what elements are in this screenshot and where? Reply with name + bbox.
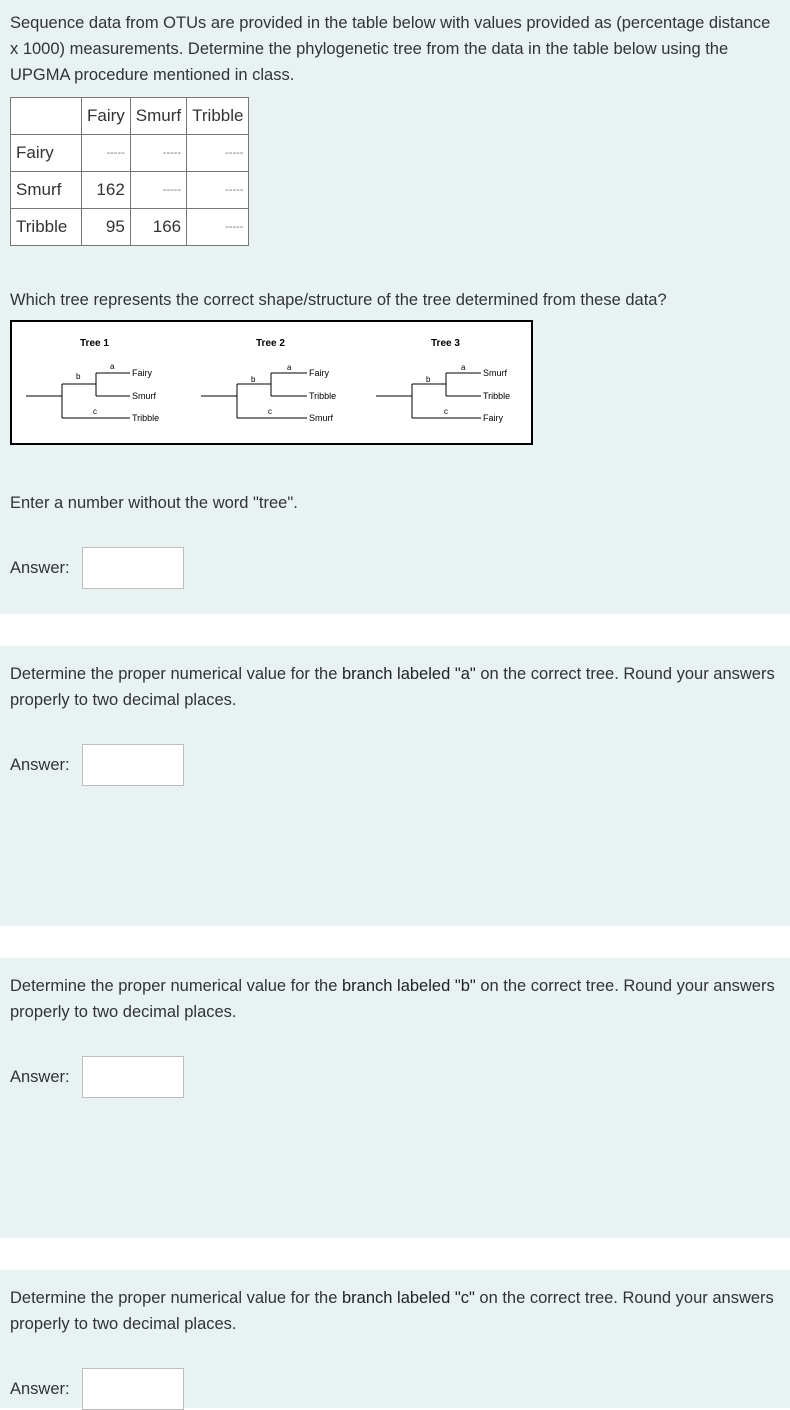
tree-3 (376, 338, 510, 423)
tree-2-label-b: b (251, 375, 256, 384)
tree-3-label-b: b (426, 375, 431, 384)
tree-3-leaf-1: Smurf (483, 368, 508, 378)
tree-2 (201, 338, 336, 423)
tree-1-label-b: b (76, 372, 81, 381)
table-cell: 166 (130, 209, 186, 246)
question-2-text (10, 661, 790, 713)
tree-1-leaf-2: Smurf (132, 391, 157, 401)
question-2-text-pre: Determine the proper numerical value for the (10, 665, 342, 683)
distance-table (10, 97, 249, 246)
tree-options-image (10, 320, 533, 445)
question-3-text-post: on the correct tree. Round your answers properly to two decimal places. (10, 977, 775, 1021)
tree-1-title: Tree 1 (80, 338, 109, 349)
question-3-branch-label: branch labeled "b" (342, 977, 476, 995)
tree-1 (26, 338, 159, 423)
table-cell: 95 (82, 209, 131, 246)
tree-3-leaf-3: Fairy (483, 413, 503, 423)
table-cell: ----- (187, 172, 249, 209)
answer-3-label: Answer: (10, 1068, 70, 1086)
question-4-panel (0, 1270, 790, 1408)
table-header-smurf: Smurf (130, 98, 186, 135)
question-1-instruction: Enter a number without the word "tree". (10, 494, 298, 512)
answer-2-input[interactable] (82, 744, 184, 786)
question-3-text-pre: Determine the proper numerical value for the (10, 977, 342, 995)
tree-1-leaf-3: Tribble (132, 413, 160, 423)
table-row-label: Tribble (11, 209, 82, 246)
tree-2-leaf-2: Tribble (309, 391, 337, 401)
answer-2-label: Answer: (10, 756, 70, 774)
tree-2-label-c: c (268, 407, 272, 416)
table-cell: 162 (82, 172, 131, 209)
table-cell: ----- (130, 135, 186, 172)
tree-1-label-c: c (93, 407, 97, 416)
table-row-label: Fairy (11, 135, 82, 172)
question-4-branch-label: branch labeled "c" (342, 1289, 475, 1307)
table-header-tribble: Tribble (187, 98, 249, 135)
tree-2-leaf-3: Smurf (309, 413, 334, 423)
tree-2-leaf-1: Fairy (309, 368, 329, 378)
question-4-text-pre: Determine the proper numerical value for the (10, 1289, 342, 1307)
tree-3-label-a: a (461, 363, 466, 372)
tree-3-title: Tree 3 (431, 338, 460, 349)
question-3-panel (0, 958, 790, 1238)
tree-2-label-a: a (287, 363, 292, 372)
tree-1-leaf-1: Fairy (132, 368, 152, 378)
table-cell: ----- (82, 135, 131, 172)
table-row-label: Smurf (11, 172, 82, 209)
question-4-text-post: on the correct tree. Round your answers properly to two decimal places. (10, 1289, 774, 1333)
table-cell: ----- (187, 209, 249, 246)
question-1-intro: Sequence data from OTUs are provided in the table below with values provided as (percentage distance x 1000) measurements. Determine the phylogenetic tree from the data in the table below using the UPGMA procedure mentioned in class. (10, 14, 771, 84)
table-row (11, 135, 249, 172)
answer-4-input[interactable] (82, 1368, 184, 1410)
tree-1-label-a: a (110, 362, 115, 371)
answer-4-label: Answer: (10, 1380, 70, 1398)
table-header-row (11, 98, 249, 135)
answer-3-input[interactable] (82, 1056, 184, 1098)
question-2-panel (0, 646, 790, 926)
question-2-branch-label: branch labeled "a" (342, 665, 476, 683)
question-1-prompt: Which tree represents the correct shape/structure of the tree determined from these data? (10, 291, 667, 309)
tree-3-label-c: c (444, 407, 448, 416)
table-cell: ----- (187, 135, 249, 172)
table-row (11, 172, 249, 209)
answer-1-input[interactable] (82, 547, 184, 589)
tree-3-leaf-2: Tribble (483, 391, 511, 401)
question-1-panel (0, 0, 790, 614)
table-corner-cell (11, 98, 82, 135)
question-3-text (10, 973, 790, 1025)
question-4-text (10, 1285, 790, 1337)
table-row (11, 209, 249, 246)
tree-2-title: Tree 2 (256, 338, 285, 349)
answer-1-label: Answer: (10, 559, 70, 577)
table-cell: ----- (130, 172, 186, 209)
table-header-fairy: Fairy (82, 98, 131, 135)
question-2-text-post: on the correct tree. Round your answers properly to two decimal places. (10, 665, 775, 709)
